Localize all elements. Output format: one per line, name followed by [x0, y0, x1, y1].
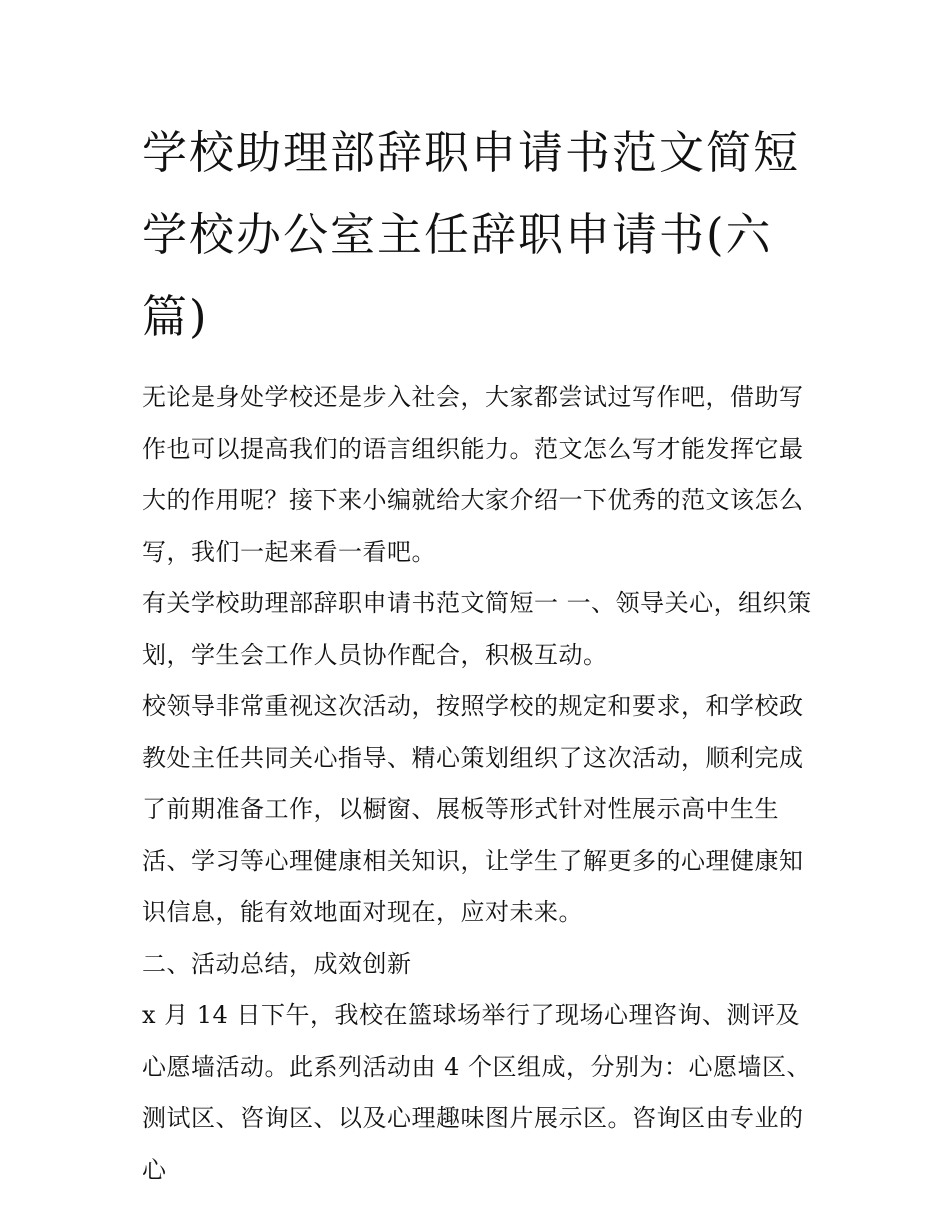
paragraph-section-one: 有关学校助理部辞职申请书范文简短一 一、领导关心，组织策划，学生会工作人员协作配合，积极互动。 [142, 589, 812, 669]
paragraph-section-two-heading: 二、活动总结，成效创新 [142, 949, 412, 978]
paragraph-activity: x 月 14 日下午，我校在篮球场举行了现场心理咨询、测评及心愿墙活动。此系列活动由 4 个区组成，分别为：心愿墙区、测试区、咨询区、以及心理趣味图片展示区。咨询区由专业的心 [142, 1001, 812, 1184]
document-body [142, 112, 814, 1196]
document-title: 学校助理部辞职申请书范文简短 学校办公室主任辞职申请书(六篇) [142, 126, 801, 343]
paragraph-intro: 无论是身处学校还是步入社会，大家都尝试过写作吧，借助写作也可以提高我们的语言组织能力。范文怎么写才能发挥它最大的作用呢？接下来小编就给大家介绍一下优秀的范文该怎么写，我们一起来看一看吧。 [142, 383, 804, 566]
paragraph-leadership: 校领导非常重视这次活动，按照学校的规定和要求，和学校政教处主任共同关心指导、精心策划组织了这次活动，顺利完成了前期准备工作，以橱窗、展板等形式针对性展示高中生生活、学习等心理健康相关知识，让学生了解更多的心理健康知识信息，能有效地面对现在，应对未来。 [142, 692, 804, 926]
